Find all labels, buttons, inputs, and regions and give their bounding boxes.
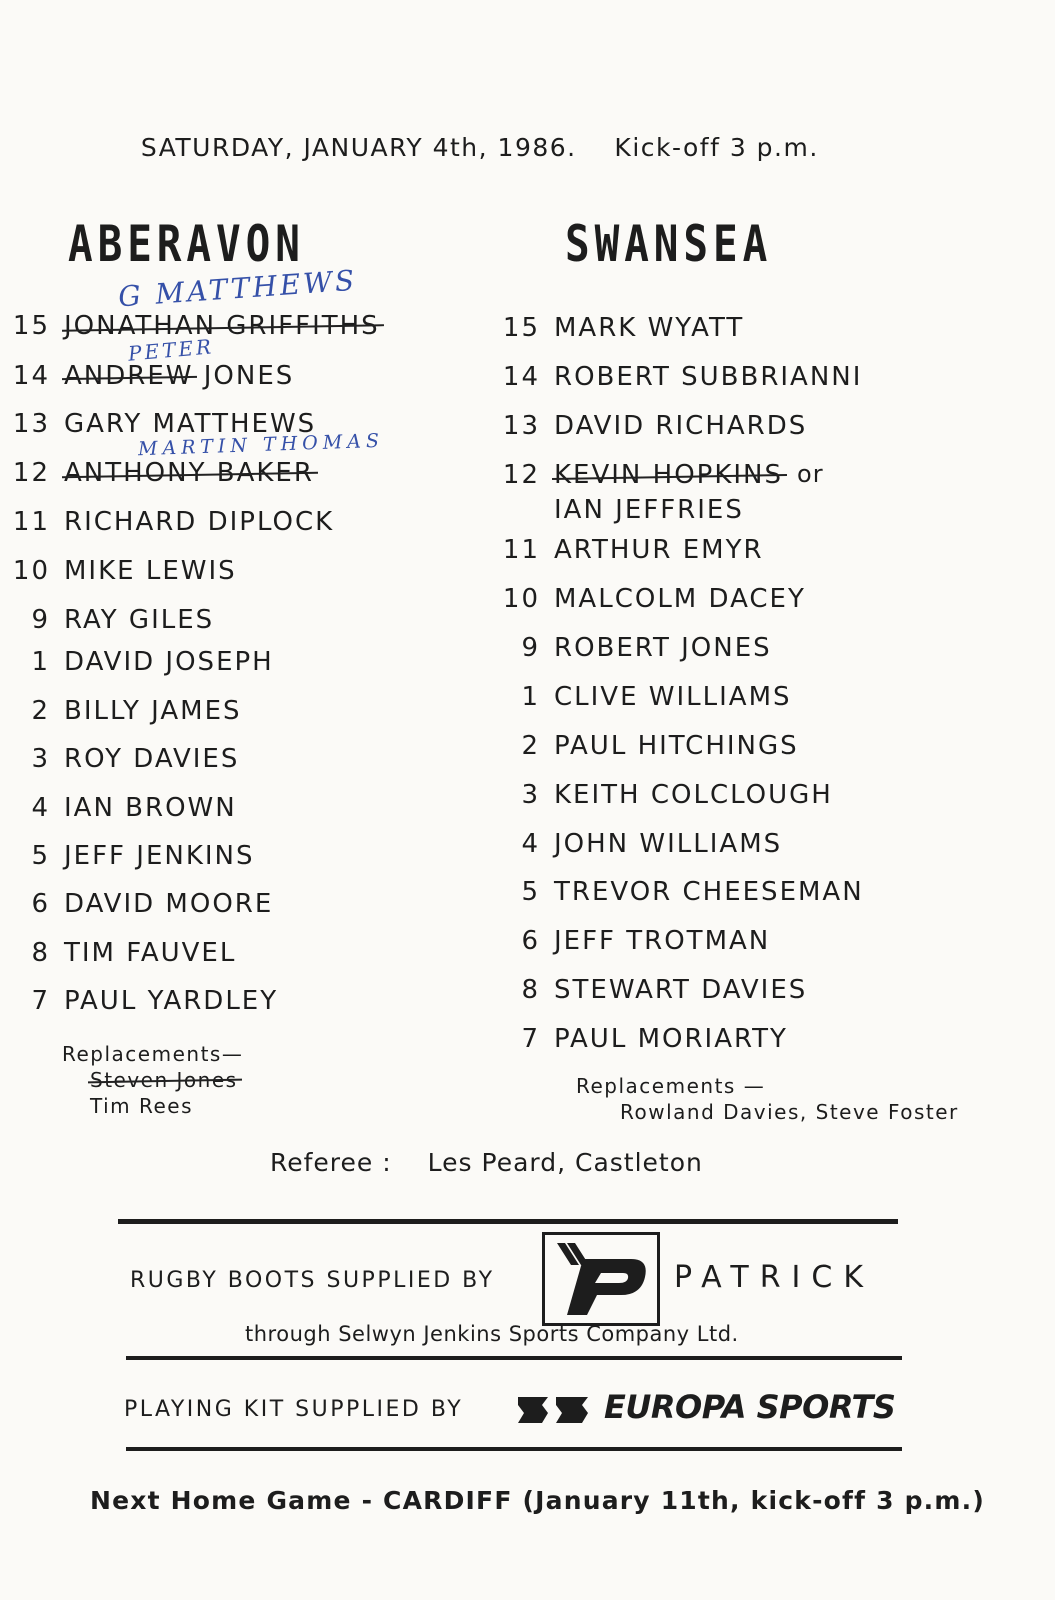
away-player-13: 13 DAVID RICHARDS xyxy=(502,411,808,441)
europa-logo-icon xyxy=(518,1393,590,1431)
away-player-1: 1 CLIVE WILLIAMS xyxy=(521,682,792,712)
away-player-6: 6 JEFF TROTMAN xyxy=(521,926,771,956)
home-player-13: 13 GARY MATTHEWS xyxy=(12,409,317,439)
kit-supplier-label: PLAYING KIT SUPPLIED BY xyxy=(124,1397,464,1422)
away-replacements-label: Replacements — xyxy=(576,1074,766,1098)
boots-brand-name: PATRICK xyxy=(674,1260,875,1295)
home-player-4: 4 IAN BROWN xyxy=(31,793,237,823)
home-player-2: 2 BILLY JAMES xyxy=(31,696,242,726)
away-player-7: 7 PAUL MORIARTY xyxy=(521,1024,788,1054)
referee-label: Referee : xyxy=(270,1148,392,1177)
home-team-title: ABERAVON xyxy=(68,215,305,273)
home-player-5: 5 JEFF JENKINS xyxy=(31,841,255,871)
match-date-line xyxy=(122,104,819,162)
home-player-15: 15 JONATHAN GRIFFITHS xyxy=(12,311,380,341)
home-player-8: 8 TIM FAUVEL xyxy=(31,938,237,968)
away-player-5: 5 TREVOR CHEESEMAN xyxy=(521,877,864,907)
kit-brand-name: EUROPA SPORTS xyxy=(604,1388,896,1426)
home-player-6: 6 DAVID MOORE xyxy=(31,889,274,919)
patrick-p-icon xyxy=(545,1235,657,1323)
away-player-10: 10 MALCOLM DACEY xyxy=(502,584,806,614)
away-player-2: 2 PAUL HITCHINGS xyxy=(521,731,799,761)
home-player-10: 10 MIKE LEWIS xyxy=(12,556,237,586)
match-date: SATURDAY, JANUARY 4th, 1986. xyxy=(140,133,577,162)
away-team-title: SWANSEA xyxy=(565,215,773,273)
handwritten-note-13: MARTIN THOMAS xyxy=(137,429,385,461)
home-player-3: 3 ROY DAVIES xyxy=(31,744,240,774)
home-player-7: 7 PAUL YARDLEY xyxy=(31,986,279,1016)
away-player-11: 11 ARTHUR EMYR xyxy=(502,535,764,565)
away-player-8: 8 STEWART DAVIES xyxy=(521,975,808,1005)
kickoff-time: Kick-off 3 p.m. xyxy=(614,133,819,162)
boots-supplier-through: through Selwyn Jenkins Sports Company Ltd. xyxy=(245,1322,739,1346)
away-player-12: 12 KEVIN HOPKINS or xyxy=(502,460,824,490)
home-player-9: 9 RAY GILES xyxy=(31,605,215,635)
boots-supplier-label: RUGBY BOOTS SUPPLIED BY xyxy=(130,1268,495,1293)
divider-middle xyxy=(126,1356,902,1360)
away-replacements: Rowland Davies, Steve Foster xyxy=(620,1100,959,1124)
home-replacement-2: Tim Rees xyxy=(90,1094,194,1118)
home-player-12: 12 ANTHONY BAKER xyxy=(12,458,314,488)
away-player-3: 3 KEITH COLCLOUGH xyxy=(521,780,833,810)
europa-mark-icon xyxy=(518,1393,590,1427)
handwritten-note-15: G MATTHEWS xyxy=(117,263,359,314)
referee-name: Les Peard, Castleton xyxy=(427,1148,703,1177)
home-player-11: 11 RICHARD DIPLOCK xyxy=(12,507,335,537)
handwritten-note-14: PETER xyxy=(127,334,215,366)
home-player-1: 1 DAVID JOSEPH xyxy=(31,647,274,677)
away-player-14: 14 ROBERT SUBBRIANNI xyxy=(502,362,863,392)
next-home-game: Next Home Game - CARDIFF (January 11th, kick-off 3 p.m.) xyxy=(90,1486,985,1515)
divider-bottom xyxy=(126,1447,902,1451)
patrick-logo-icon xyxy=(542,1232,660,1326)
divider-top xyxy=(118,1219,898,1224)
away-player-4: 4 JOHN WILLIAMS xyxy=(521,829,783,859)
home-replacements-label: Replacements— xyxy=(62,1042,244,1066)
home-player-14: 14 ANDREW JONES xyxy=(12,361,295,391)
away-player-9: 9 ROBERT JONES xyxy=(521,633,772,663)
away-player-15: 15 MARK WYATT xyxy=(502,313,745,343)
home-replacement-1: Steven Jones xyxy=(90,1068,238,1092)
referee-line xyxy=(270,1148,703,1177)
away-player-12-alt: IAN JEFFRIES xyxy=(554,495,744,525)
